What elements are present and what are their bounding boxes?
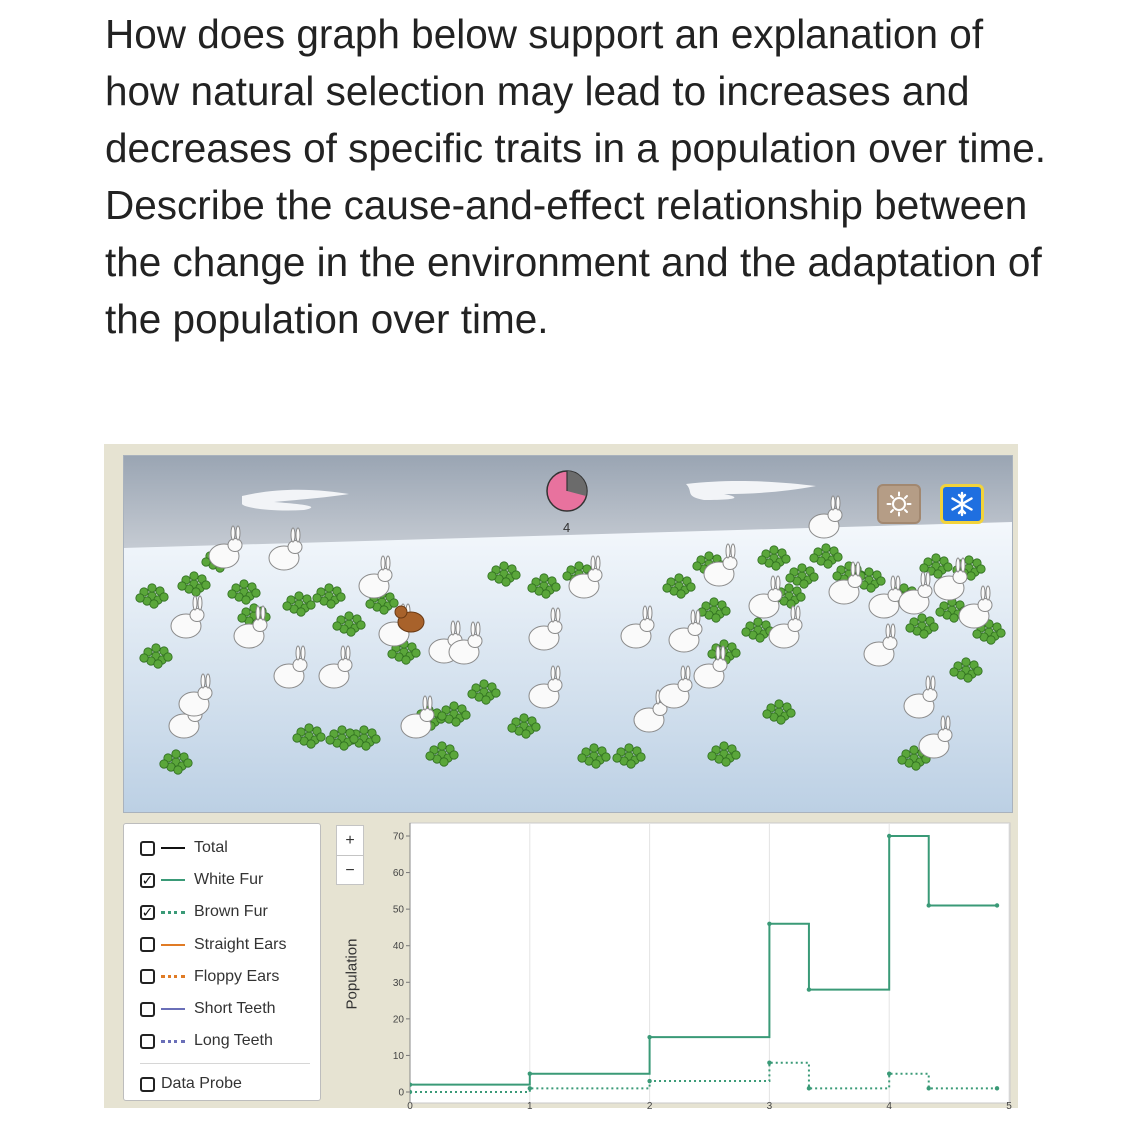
data-probe-toggle[interactable]: [140, 1068, 320, 1100]
data-point: [528, 1086, 532, 1090]
y-tick-label: 40: [392, 941, 404, 953]
data-probe-label: Data Probe: [161, 1075, 242, 1093]
legend-swatch: [161, 879, 185, 881]
zoom-controls: [336, 825, 364, 885]
legend-swatch: [161, 1008, 185, 1010]
legend-divider: [140, 1063, 310, 1064]
legend-checkbox[interactable]: [140, 937, 155, 952]
x-tick-label: 2: [646, 1101, 653, 1112]
zoom-out-button[interactable]: −: [337, 855, 363, 885]
legend-label: White Fur: [194, 871, 264, 889]
generation-timer-icon: [547, 471, 587, 511]
x-tick-label: 4: [886, 1101, 892, 1112]
legend-swatch: [161, 847, 185, 849]
plot-area: [410, 823, 1010, 1103]
legend-swatch: [161, 911, 185, 914]
legend-checkbox[interactable]: ✓: [141, 872, 154, 889]
legend-checkbox[interactable]: [140, 841, 155, 856]
y-axis-label-box: [337, 938, 367, 1010]
data-point: [887, 834, 891, 838]
environment-scene: [123, 455, 1013, 813]
legend-item-short-teeth[interactable]: [140, 993, 320, 1025]
legend-checkbox[interactable]: [140, 1002, 155, 1017]
legend-label: Brown Fur: [194, 903, 268, 921]
data-point: [408, 1082, 412, 1086]
population-chart: [364, 814, 1016, 1112]
y-tick-label: 60: [392, 868, 404, 880]
legend-label: Long Teeth: [194, 1032, 273, 1050]
y-axis-label: Population: [343, 938, 361, 1010]
data-point: [807, 987, 811, 991]
equator-environment-button[interactable]: [877, 484, 921, 524]
legend-label: Straight Ears: [194, 935, 287, 953]
legend-label: Floppy Ears: [194, 967, 280, 985]
data-point: [767, 1061, 771, 1065]
generation-label: 4: [563, 520, 571, 535]
zoom-in-button[interactable]: +: [345, 831, 355, 849]
data-point: [995, 903, 999, 907]
legend-item-total[interactable]: [140, 832, 320, 864]
y-tick-label: 50: [392, 904, 404, 916]
natural-selection-simulation: [104, 444, 1018, 1112]
x-tick-label: 0: [407, 1101, 413, 1112]
legend-label: Total: [194, 839, 228, 857]
y-tick-label: 10: [392, 1050, 404, 1062]
data-point: [807, 1086, 811, 1090]
legend-item-white-fur[interactable]: [140, 864, 320, 896]
data-point: [647, 1079, 651, 1083]
data-point: [647, 1035, 651, 1039]
legend-item-brown-fur[interactable]: [140, 896, 320, 928]
x-tick-label: 5: [1006, 1101, 1012, 1112]
y-tick-label: 70: [392, 831, 404, 843]
data-point: [528, 1072, 532, 1076]
y-tick-label: 30: [392, 977, 404, 989]
legend-item-long-teeth[interactable]: [140, 1025, 320, 1057]
y-tick-label: 20: [392, 1014, 404, 1026]
data-point: [927, 903, 931, 907]
legend-swatch: [161, 944, 185, 946]
legend-checkbox[interactable]: [140, 969, 155, 984]
data-probe-checkbox[interactable]: [140, 1077, 155, 1092]
sun-icon: [886, 491, 912, 517]
arctic-environment-button[interactable]: [940, 484, 984, 524]
legend-item-floppy-ears[interactable]: [140, 961, 320, 993]
legend-checkbox[interactable]: ✓: [141, 904, 154, 921]
question-text: How does graph below support an explanation of how natural selection may lead to increases and decreases of specific traits in a population over time. Describe the cause-and-effect relationship between the change in the environment and the adaptation of the population over time.: [105, 11, 1046, 342]
snow-ground: [124, 522, 1012, 812]
graph-legend: [123, 823, 321, 1101]
data-point: [767, 922, 771, 926]
snowflake-icon: [949, 491, 975, 517]
data-point: [995, 1086, 999, 1090]
legend-swatch: [161, 975, 185, 978]
legend-item-straight-ears[interactable]: [140, 929, 320, 961]
x-tick-label: 3: [766, 1101, 773, 1112]
legend-swatch: [161, 1040, 185, 1043]
data-point: [887, 1072, 891, 1076]
x-tick-label: 1: [527, 1101, 533, 1112]
legend-label: Short Teeth: [194, 1000, 276, 1018]
legend-checkbox[interactable]: [140, 1034, 155, 1049]
data-point: [927, 1086, 931, 1090]
y-tick-label: 0: [398, 1087, 404, 1099]
